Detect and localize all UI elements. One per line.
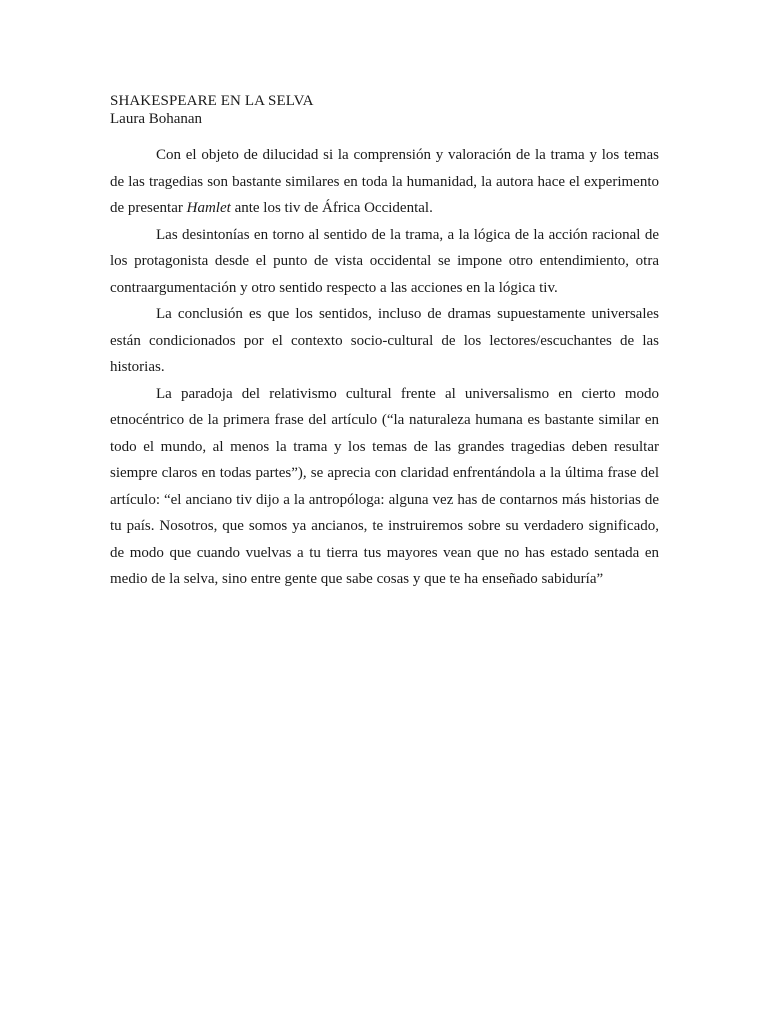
paragraph-2: Las desintonías en torno al sentido de la trama, a la lógica de la acción racional de los protagonista desde el punto de vista occidental se impone otro entendimiento, otra contraargumentación y otro sentido respecto a las acciones en la lógica tiv. [110,226,659,296]
paragraph-3: La conclusión es que los sentidos, incluso de dramas supuestamente universales están condicionados por el contexto socio-cultural de los lectores/escuchantes de las historias. [110,306,659,375]
paragraph-1 [110,142,659,222]
document-body [110,92,659,593]
document-title: SHAKESPEARE EN LA SELVA [110,93,314,109]
paragraph-1-text-start: Con el objeto de dilucidad si la comprensión y valoración de la trama y los temas de las tragedias son bastante similares en toda la humanidad, la autora hace el experimento de presentar [110,147,659,216]
work-title-hamlet: Hamlet [186,200,231,216]
paragraph-4: La paradoja del relativismo cultural frente al universalismo en cierto modo etnocéntrico de la primera frase del artículo (“la naturaleza humana es bastante similar en todo el mundo, al menos la trama y los temas de las grandes tragedias deben resultar siempre claros en todas partes”), se aprecia con claridad enfrentándola a la última frase del artículo: “el anciano tiv dijo a la antropóloga: alguna vez has de contarnos más historias de tu país. Nosotros, que somos ya ancianos, te instruiremos sobre su verdadero significado, de modo que cuando vuelvas a tu tierra tus mayores vean que no has estado sentada en medio de la selva, sino entre gente que sabe cosas y que te ha enseñado sabiduría” [110,385,659,587]
document-author: Laura Bohanan [110,111,203,127]
paragraph-1-text-end: ante los tiv de África Occidental. [230,200,433,216]
